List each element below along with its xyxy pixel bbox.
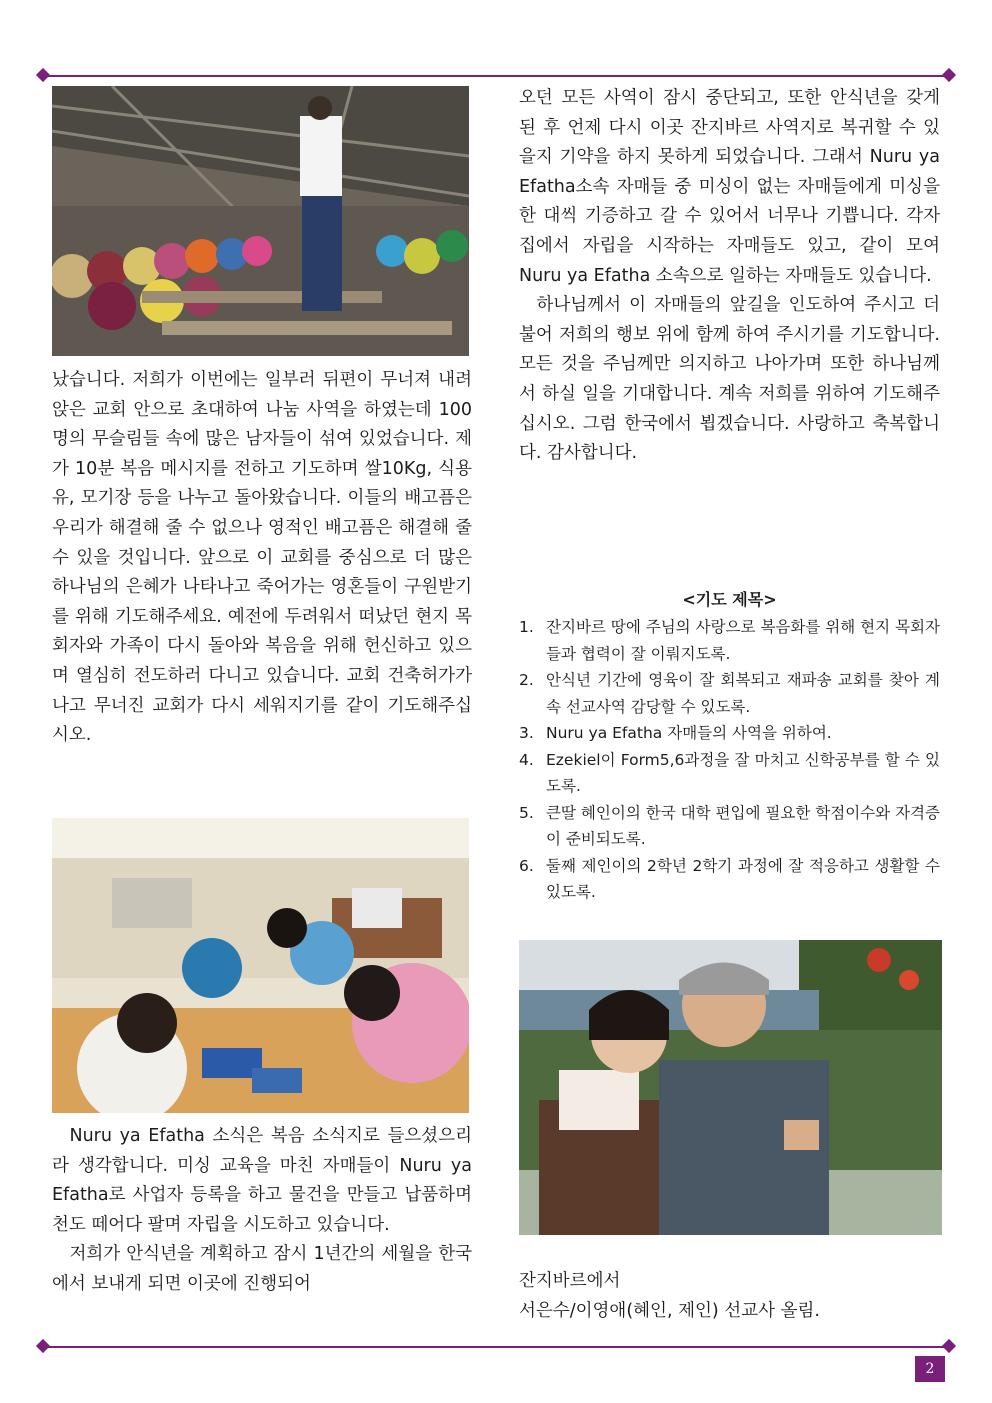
prayer-list <box>519 614 940 906</box>
prayer-item-number: 1. <box>519 618 534 636</box>
top-divider <box>34 69 958 83</box>
prayer-item-text: Nuru ya Efatha 자매들의 사역을 위하여. <box>546 724 832 742</box>
prayer-item <box>519 720 940 747</box>
prayer-item-text: 안식년 기간에 영육이 잘 회복되고 재파송 교회를 찾아 계속 선교사역 감당할 수 있도록. <box>546 671 940 716</box>
prayer-item-text: Ezekiel이 Form5,6과정을 잘 마치고 신학공부를 할 수 있도록. <box>546 750 940 795</box>
prayer-item-text: 큰딸 혜인이의 한국 대학 편입에 필요한 학점이수와 자격증이 준비되도록. <box>546 803 940 848</box>
left-column-text-2 <box>52 1122 472 1300</box>
body-paragraph: Nuru ya Efatha 소식은 복음 소식지로 들으셨으리라 생각합니다. 미싱 교육을 마친 자매들이 Nuru ya Efatha로 사업자 등록을 하고 물건을 만들고 납품하며 천도 떼어다 팔며 자립을 시도하고 있습니다. <box>52 1126 472 1235</box>
prayer-item-text: 잔지바르 땅에 주님의 사랑으로 복음화를 위해 현지 목회자들과 협력이 잘 이뤄지도록. <box>546 618 940 663</box>
body-paragraph: 저희가 안식년을 계획하고 잠시 1년간의 세월을 한국에서 보내게 되면 이곳에 진행되어 <box>52 1244 472 1294</box>
right-column-text <box>519 84 940 469</box>
church-gathering-photo <box>52 86 469 356</box>
prayer-item-number: 5. <box>519 803 534 822</box>
prayer-item-text: 둘째 제인이의 2학년 2학기 과정에 잘 적응하고 생활할 수 있도록. <box>546 856 940 901</box>
sewing-class-photo <box>52 818 469 1113</box>
prayer-item <box>519 614 940 667</box>
prayer-item-number: 4. <box>519 750 534 769</box>
signature-place: 잔지바르에서 <box>519 1271 621 1291</box>
prayer-item <box>519 800 940 853</box>
prayer-item <box>519 853 940 906</box>
prayer-item <box>519 667 940 720</box>
missionary-couple-photo <box>519 940 942 1235</box>
body-paragraph: 났습니다. 저희가 이번에는 일부러 뒤편이 무너져 내려앉은 교회 안으로 초대하여 나눔 사역을 하였는데 100명의 무슬림들 속에 많은 남자들이 섞여 있었습니다. 제가 10분 복음 메시지를 전하고 기도하며 쌀10Kg, 식용유, 모기장 등을 나누고 돌아왔습니다. 이들의 배고픔은 우리가 해결해 줄 수 없으나 영적인 배고픔은 해결해 줄 수 있을 것입니다. 앞으로 이 교회를 중심으로 더 많은 하나님의 은혜가 나타나고 죽어가는 영혼들이 구원받기를 위해 기도해주세요. 예전에 두려워서 떠났던 현지 목회자와 가족이 다시 돌아와 복음을 위해 헌신하고 있으며 열심히 전도하러 다니고 있습니다. 교회 건축허가가 나고 무너진 교회가 다시 세워지기를 같이 기도해주십시오. <box>52 370 472 746</box>
left-column-text <box>52 366 472 751</box>
bottom-divider <box>34 1340 958 1354</box>
page-number: 2 <box>915 1356 945 1382</box>
prayer-item <box>519 747 940 800</box>
signature-name: 서은수/이영애(혜인, 제인) 선교사 올림. <box>519 1301 820 1321</box>
prayer-item-number: 2. <box>519 671 534 689</box>
body-paragraph: 오던 모든 사역이 잠시 중단되고, 또한 안식년을 갖게 된 후 언제 다시 이곳 잔지바르 사역지로 복귀할 수 있을지 기약을 하지 못하게 되었습니다. 그래서 Nuru ya Efatha소속 자매들 중 미싱이 없는 자매들에게 미싱을 한 대씩 기증하고 갈 수 있어서 너무나 기쁩니다. 각자 집에서 자립을 시작하는 자매들도 있고, 같이 모여 Nuru ya Efatha 소속으로 일하는 자매들도 있습니다. <box>519 88 940 286</box>
body-paragraph: 하나님께서 이 자매들의 앞길을 인도하여 주시고 더불어 저희의 행보 위에 함께 하여 주시기를 기도합니다. 모든 것을 주님께만 의지하고 나아가며 또한 하나님께서 하실 일을 기대합니다. 계속 저희를 위하여 기도해주십시오. 그럼 한국에서 뵙겠습니다. 사랑하고 축복합니다. 감사합니다. <box>519 295 940 464</box>
signature-block <box>519 1266 940 1326</box>
prayer-title: <기도 제목> <box>682 590 777 609</box>
prayer-item-number: 6. <box>519 856 534 875</box>
prayer-item-number: 3. <box>519 724 534 742</box>
